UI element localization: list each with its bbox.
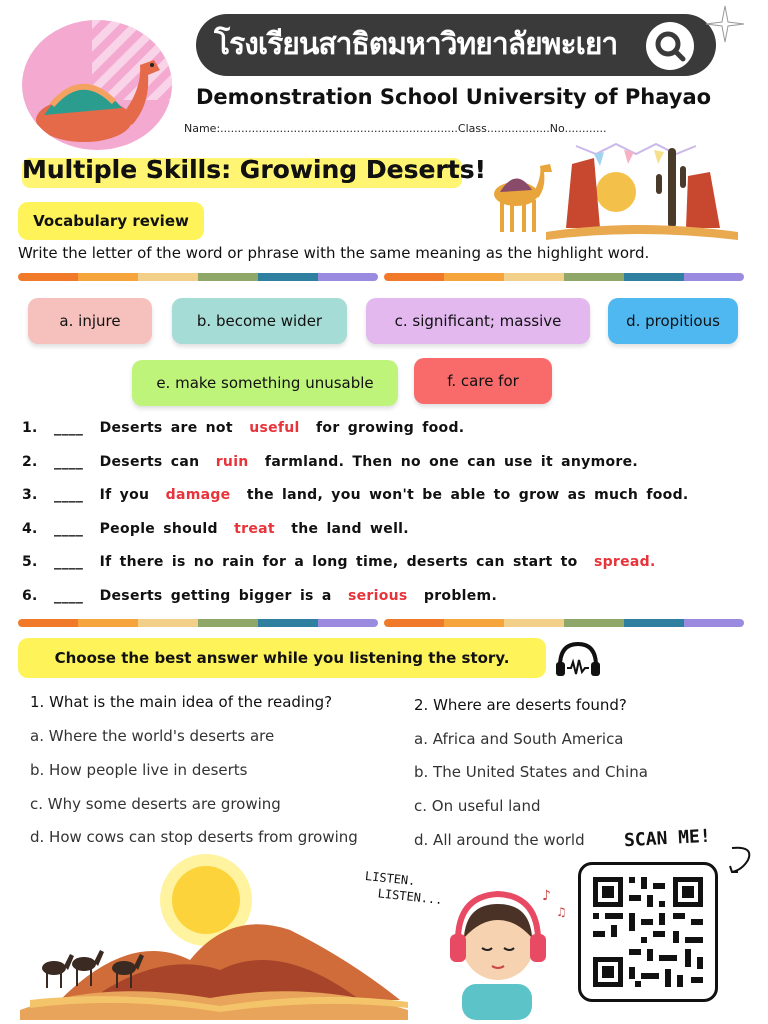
- thai-school-title: โรงเรียนสาธิตมหาวิทยาลัยพะเยา: [214, 27, 618, 62]
- mc1-option-d[interactable]: d. How cows can stop deserts from growing: [30, 828, 358, 846]
- headphones-icon: [552, 638, 604, 678]
- question-4: 4. ____ People should treat the land well.: [22, 521, 409, 537]
- highlight-word: ruin: [215, 454, 249, 470]
- listening-child: [436, 880, 576, 1020]
- mc2-option-b[interactable]: b. The United States and China: [414, 763, 648, 781]
- vocabulary-heading: Vocabulary review: [18, 202, 204, 240]
- desert-book-illustration: [476, 136, 748, 242]
- scan-me-label: SCAN ME!: [623, 825, 712, 852]
- rainbow-divider-left-2: [18, 619, 378, 627]
- rainbow-divider-right: [384, 273, 744, 281]
- listening-heading: Choose the best answer while you listening the story.: [18, 638, 546, 678]
- mc2-option-c[interactable]: c. On useful land: [414, 797, 541, 815]
- mc-question-2: 2. Where are deserts found?: [414, 696, 627, 714]
- answer-blank[interactable]: ____: [54, 554, 84, 570]
- listen-label: LISTEN. LISTEN...: [362, 868, 444, 908]
- question-3: 3. ____ If you damage the land, you won't be able to grow as much food.: [22, 487, 689, 503]
- name-class-no-line: Name:....................................................................Class..................No............: [184, 122, 607, 135]
- qr-code[interactable]: [578, 862, 718, 1002]
- question-1: 1. ____ Deserts are not useful for growing food.: [22, 420, 465, 436]
- question-2: 2. ____ Deserts can ruin farmland. Then no one can use it anymore.: [22, 454, 639, 470]
- choice-e: e. make something unusable: [132, 360, 398, 406]
- school-name: Demonstration School University of Phayao: [196, 85, 712, 109]
- answer-blank[interactable]: ____: [54, 588, 84, 604]
- search-icon: [646, 22, 694, 70]
- choice-f: f. care for: [414, 358, 552, 404]
- desert-landscape: [20, 850, 408, 1020]
- answer-blank[interactable]: ____: [54, 454, 84, 470]
- mc1-option-a[interactable]: a. Where the world's deserts are: [30, 727, 275, 745]
- svg-text:♫: ♫: [556, 905, 567, 919]
- mc2-option-a[interactable]: a. Africa and South America: [414, 730, 624, 748]
- answer-blank[interactable]: ____: [54, 487, 84, 503]
- school-logo: [22, 20, 172, 150]
- worksheet-title: Multiple Skills: Growing Deserts!: [22, 155, 487, 184]
- answer-blank[interactable]: ____: [54, 521, 84, 537]
- highlight-word: damage: [165, 487, 231, 503]
- sparkle-decoration: [700, 4, 750, 44]
- mc1-option-c[interactable]: c. Why some deserts are growing: [30, 795, 281, 813]
- mc2-option-d[interactable]: d. All around the world: [414, 831, 585, 849]
- highlight-word: serious: [347, 588, 408, 604]
- question-6: 6. ____ Deserts getting bigger is a serious problem.: [22, 588, 498, 604]
- choice-b: b. become wider: [172, 298, 347, 344]
- choice-d: d. propitious: [608, 298, 738, 344]
- arrow-doodle: [728, 842, 758, 878]
- instruction-text: Write the letter of the word or phrase with the same meaning as the highlight word.: [18, 244, 650, 262]
- choice-c: c. significant; massive: [366, 298, 590, 344]
- mc-question-1: 1. What is the main idea of the reading?: [30, 693, 333, 711]
- highlight-word: useful: [249, 420, 300, 436]
- rainbow-divider-left: [18, 273, 378, 281]
- rainbow-divider-right-2: [384, 619, 744, 627]
- choice-a: a. injure: [28, 298, 152, 344]
- mc1-option-b[interactable]: b. How people live in deserts: [30, 761, 248, 779]
- svg-text:♪: ♪: [542, 888, 551, 904]
- answer-blank[interactable]: ____: [54, 420, 84, 436]
- highlight-word: spread.: [593, 554, 656, 570]
- question-5: 5. ____ If there is no rain for a long time, deserts can start to spread.: [22, 554, 656, 570]
- highlight-word: treat: [234, 521, 275, 537]
